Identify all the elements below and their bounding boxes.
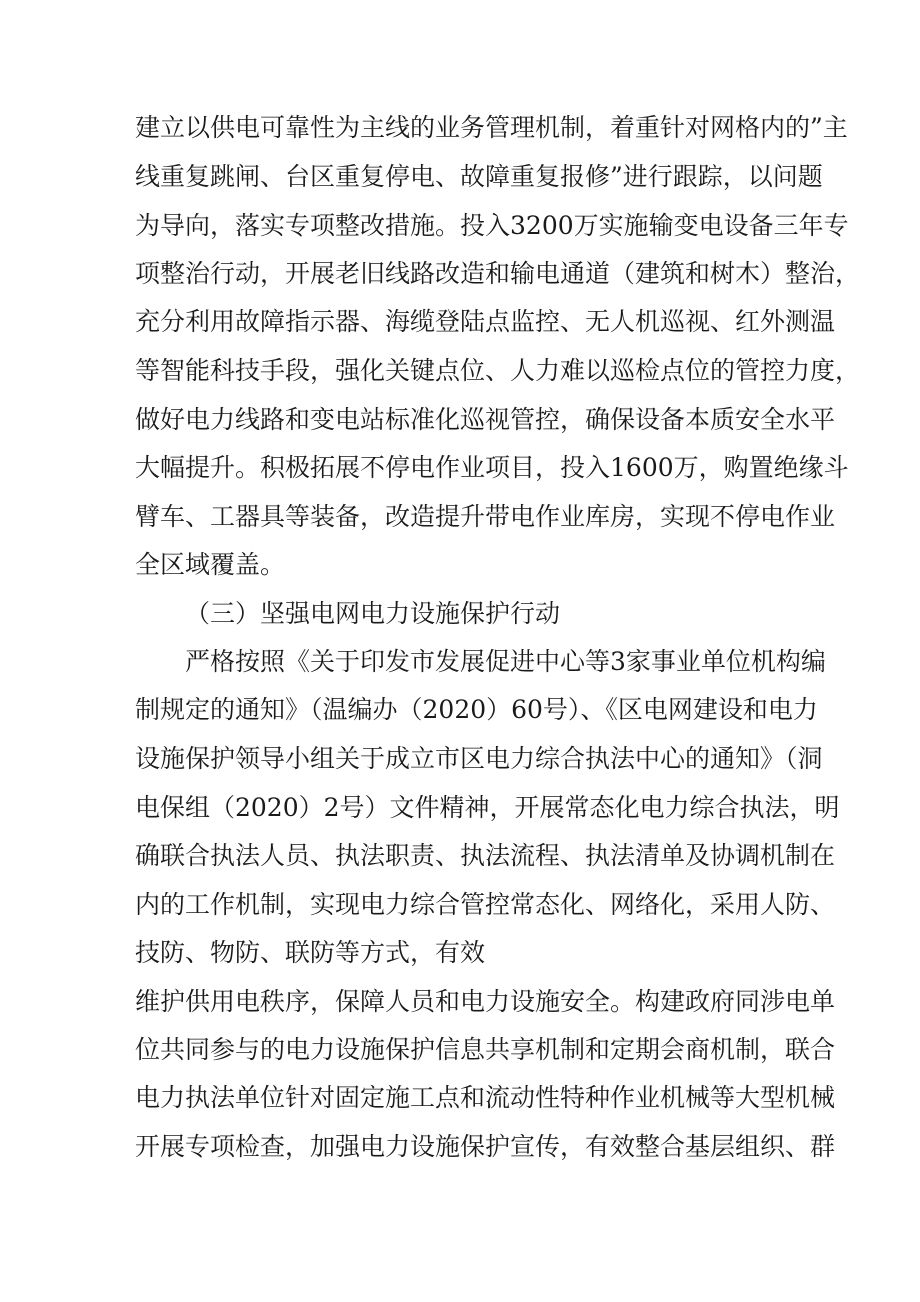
paragraph-line: 做好电力线路和变电站标准化巡视管控，确保设备本质安全水平 [135, 405, 836, 434]
paragraph-line: 维护供用电秩序，保障人员和电力设施安全。构建政府同涉电单 [135, 987, 836, 1016]
paragraph-line: 开展专项检查，加强电力设施保护宣传，有效整合基层组织、群 [135, 1132, 836, 1161]
paragraph-line: 为导向，落实专项整改措施。投入3200万实施输变电设备三年专 [135, 211, 849, 240]
paragraph-line: 设施保护领导小组关于成立市区电力综合执法中心的通知》（洞 [135, 744, 823, 773]
paragraph-line: 充分利用故障指示器、海缆登陆点监控、无人机巡视、红外测温 [135, 307, 836, 336]
paragraph-line: 电力执法单位针对固定施工点和流动性特种作业机械等大型机械 [135, 1083, 836, 1112]
paragraph-line: 严格按照《关于印发市发展促进中心等3家事业单位机构编 [185, 647, 826, 676]
paragraph-line: 制规定的通知》（温编办（2020）60号）、《区电网建设和电力 [135, 695, 818, 724]
paragraph-line: 位共同参与的电力设施保护信息共享机制和定期会商机制，联合 [135, 1035, 836, 1064]
paragraph-line: 线重复跳闸、台区重复停电、故障重复报修”进行跟踪，以问题 [135, 162, 823, 191]
paragraph-line: 确联合执法人员、执法职责、执法流程、执法清单及协调机制在 [135, 841, 836, 870]
paragraph-line: 项整治行动，开展老旧线路改造和输电通道（建筑和树木）整治， [135, 259, 861, 288]
paragraph-line: 大幅提升。积极拓展不停电作业项目，投入1600万，购置绝缘斗 [135, 453, 849, 482]
section-heading: （三）坚强电网电力设施保护行动 [185, 599, 561, 628]
paragraph-line: 技防、物防、联防等方式，有效 [135, 938, 486, 967]
paragraph-line: 等智能科技手段，强化关键点位、人力难以巡检点位的管控力度， [135, 356, 861, 385]
paragraph-line: 臂车、工器具等装备，改造提升带电作业库房，实现不停电作业 [135, 502, 836, 531]
paragraph-line: 内的工作机制，实现电力综合管控常态化、网络化，采用人防、 [135, 890, 836, 919]
paragraph-line: 建立以供电可靠性为主线的业务管理机制，着重针对网格内的”主 [135, 113, 848, 142]
paragraph-line: 全区域覆盖。 [135, 550, 286, 579]
paragraph-line: 电保组（2020）2号）文件精神，开展常态化电力综合执法，明 [135, 793, 840, 822]
